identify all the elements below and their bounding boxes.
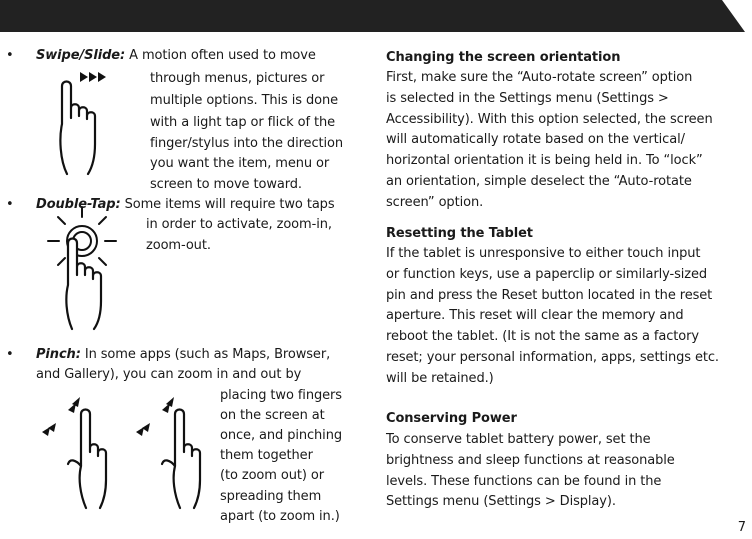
reset-line-2: or function keys, use a paperclip or similarly-sized [386,267,708,282]
power-heading: Conserving Power [386,411,517,426]
pinch-hand-icon-right [132,392,222,512]
reset-line-5: reboot the tablet. (It is not the same as a factory [386,329,699,344]
power-line-1: To conserve tablet battery power, set the [386,432,651,447]
bullet-swipe: • [6,48,14,63]
swipe-hand-icon [52,56,124,181]
swipe-line-3: multiple options. This is done [150,93,339,108]
pinch-line-5: once, and pinching [220,428,342,443]
orientation-line-4: will automatically rotate based on the vertical/ [386,132,685,147]
orientation-line-3: Accessibility). With this option selected, the screen [386,112,713,127]
power-line-3: levels. These functions can be found in the [386,474,662,489]
orientation-line-5: horizontal orientation it is being held in. To “lock” [386,153,703,168]
pinch-line-3: placing two fingers [220,388,342,403]
double-tap-line-2: in order to activate, zoom-in, [146,217,332,232]
bullet-pinch: • [6,347,14,362]
swipe-line-2: through menus, pictures or [150,71,325,86]
swipe-line-4: with a light tap or flick of the [150,115,336,130]
pinch-lead: In some apps (such as Maps, Browser, [80,347,331,362]
double-tap-line-3: zoom-out. [146,238,211,253]
orientation-heading: Changing the screen orientation [386,50,621,65]
pinch-line-1 [36,346,330,365]
pinch-line-9: apart (to zoom in.) [220,509,340,524]
orientation-line-6: an orientation, simple deselect the “Auto-rotate [386,174,692,189]
double-tap-lead: Some items will require two taps [120,197,335,212]
reset-line-1: If the tablet is unresponsive to either touch input [386,246,701,261]
power-line-4: Settings menu (Settings > Display). [386,494,616,509]
swipe-line-7: screen to move toward. [150,177,302,192]
pinch-line-4: on the screen at [220,408,325,423]
power-line-2: brightness and sleep functions at reasonable [386,453,675,468]
reset-line-7: will be retained.) [386,371,494,386]
swipe-lead: A motion often used to move [125,48,316,63]
double-tap-term: Double-Tap: [36,197,121,212]
orientation-line-1: First, make sure the “Auto-rotate screen” option [386,70,693,85]
header-band [0,0,752,32]
reset-line-3: pin and press the Reset button located in the reset [386,288,713,303]
swipe-line-6: you want the item, menu or [150,156,330,171]
pinch-line-6: them together [220,448,313,463]
pinch-line-7: (to zoom out) or [220,468,324,483]
orientation-line-7: screen” option. [386,195,484,210]
swipe-line-5: finger/stylus into the direction [150,136,343,151]
orientation-line-2: is selected in the Settings menu (Settings > [386,91,669,106]
pinch-line-8: spreading them [220,489,322,504]
page-number: 7 [737,520,746,535]
reset-line-4: aperture. This reset will clear the memory and [386,308,684,323]
pinch-hand-icon-left [38,392,128,512]
reset-heading: Resetting the Tablet [386,226,533,241]
swipe-term: Swipe/Slide: [36,48,126,63]
pinch-term: Pinch: [36,347,81,362]
pinch-line-2: and Gallery), you can zoom in and out by [36,367,302,382]
bullet-double-tap: • [6,197,14,212]
reset-line-6: reset; your personal information, apps, settings etc. [386,350,719,365]
double-tap-hand-icon [46,201,128,333]
